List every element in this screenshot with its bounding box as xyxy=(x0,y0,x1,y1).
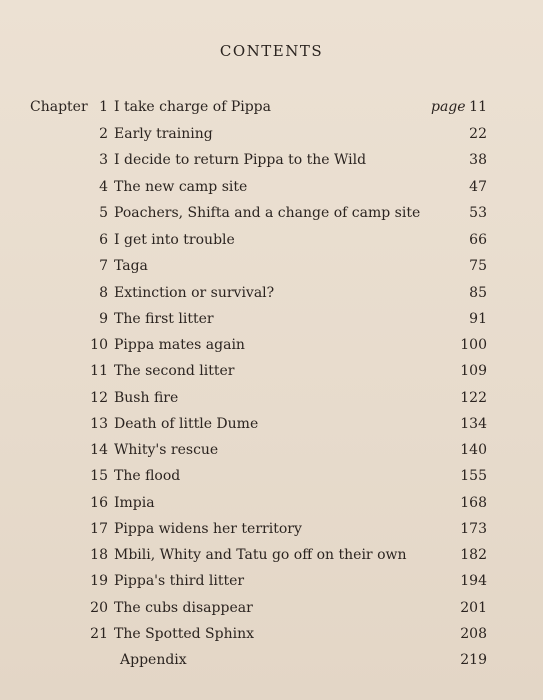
chapter-number: 19 xyxy=(90,573,108,589)
chapter-number: 7 xyxy=(99,258,108,274)
page-title: CONTENTS xyxy=(219,42,324,60)
toc-entry xyxy=(0,413,543,435)
toc-entry xyxy=(0,492,543,514)
chapter-title: Bush fire xyxy=(114,390,179,406)
chapter-title: Pippa mates again xyxy=(114,337,245,353)
chapter-number: 16 xyxy=(90,495,108,511)
toc-entry xyxy=(0,597,543,619)
page-number: 182 xyxy=(460,547,487,563)
page-number: 75 xyxy=(469,258,487,274)
toc-entry xyxy=(0,544,543,566)
page-number: 47 xyxy=(469,179,487,195)
toc-entry xyxy=(0,623,543,645)
chapter-title: Appendix xyxy=(120,652,187,668)
chapter-number: 13 xyxy=(90,416,108,432)
chapter-title: Pippa widens her territory xyxy=(114,521,302,537)
chapter-title: Pippa's third litter xyxy=(114,573,245,589)
toc-entry xyxy=(0,518,543,540)
chapter-number: 4 xyxy=(99,179,108,195)
chapter-title: The first litter xyxy=(114,311,214,327)
toc-entry xyxy=(0,255,543,277)
toc-entry xyxy=(0,149,543,171)
toc-entry xyxy=(0,123,543,145)
page-number: 22 xyxy=(469,126,487,142)
page-number: 208 xyxy=(460,626,487,642)
toc-entry xyxy=(0,229,543,251)
toc-entry xyxy=(0,570,543,592)
chapter-number: 2 xyxy=(99,126,108,142)
page-number: 85 xyxy=(469,285,487,301)
page-number: 140 xyxy=(460,442,487,458)
chapter-title: I take charge of Pippa xyxy=(114,99,271,115)
page-number: 155 xyxy=(460,468,487,484)
chapter-number: 14 xyxy=(90,442,108,458)
chapter-title: I decide to return Pippa to the Wild xyxy=(114,152,367,168)
chapter-number: 10 xyxy=(90,337,108,353)
chapter-number: 11 xyxy=(90,363,108,379)
page-number: 134 xyxy=(460,416,487,432)
chapter-title: Taga xyxy=(114,258,148,274)
chapter-number: 15 xyxy=(90,468,108,484)
chapter-title: Poachers, Shifta and a change of camp site xyxy=(114,205,421,221)
chapter-title: Mbili, Whity and Tatu go off on their own xyxy=(114,547,407,563)
chapter-title: The second litter xyxy=(114,363,235,379)
chapter-title: The new camp site xyxy=(114,179,248,195)
chapter-title: Extinction or survival? xyxy=(114,285,275,301)
chapter-number: 6 xyxy=(99,232,108,248)
chapter-number: 9 xyxy=(99,311,108,327)
toc-entry xyxy=(0,308,543,330)
chapter-title: Early training xyxy=(114,126,213,142)
chapter-title: The flood xyxy=(114,468,181,484)
chapter-title: Whity's rescue xyxy=(114,442,219,458)
chapter-number: 18 xyxy=(90,547,108,563)
toc-entry xyxy=(0,439,543,461)
chapter-title: The cubs disappear xyxy=(114,600,253,616)
page-number: 201 xyxy=(460,600,487,616)
page-number: 53 xyxy=(469,205,487,221)
page-number: 66 xyxy=(469,232,487,248)
page-number: 38 xyxy=(469,152,487,168)
chapter-title: I get into trouble xyxy=(114,232,235,248)
page-number: 173 xyxy=(460,521,487,537)
chapter-number: 5 xyxy=(99,205,108,221)
page-number: 11 xyxy=(469,99,487,115)
page-number: 194 xyxy=(460,573,487,589)
chapter-title: Death of little Dume xyxy=(114,416,259,432)
page-number: 91 xyxy=(469,311,487,327)
page-label: page xyxy=(431,99,466,115)
toc-entry xyxy=(0,360,543,382)
page-number: 168 xyxy=(460,495,487,511)
chapter-number: 8 xyxy=(99,285,108,301)
toc-entry xyxy=(0,282,543,304)
chapter-number: 1 xyxy=(99,99,108,115)
chapter-title: Impia xyxy=(114,495,155,511)
toc-entry xyxy=(0,96,543,118)
page-number: 122 xyxy=(460,390,487,406)
chapter-number: 17 xyxy=(90,521,108,537)
toc-entry xyxy=(0,387,543,409)
toc-entry xyxy=(0,465,543,487)
page-number: 219 xyxy=(460,652,487,668)
chapter-number: 20 xyxy=(90,600,108,616)
chapter-number: 12 xyxy=(90,390,108,406)
toc-entry xyxy=(0,202,543,224)
page-number: 109 xyxy=(460,363,487,379)
chapter-number: 3 xyxy=(99,152,108,168)
chapter-number: 21 xyxy=(90,626,108,642)
page-number: 100 xyxy=(460,337,487,353)
chapter-label: Chapter xyxy=(30,99,88,115)
toc-entry xyxy=(0,334,543,356)
toc-entry xyxy=(0,649,543,671)
chapter-title: The Spotted Sphinx xyxy=(114,626,254,642)
toc-entry xyxy=(0,176,543,198)
